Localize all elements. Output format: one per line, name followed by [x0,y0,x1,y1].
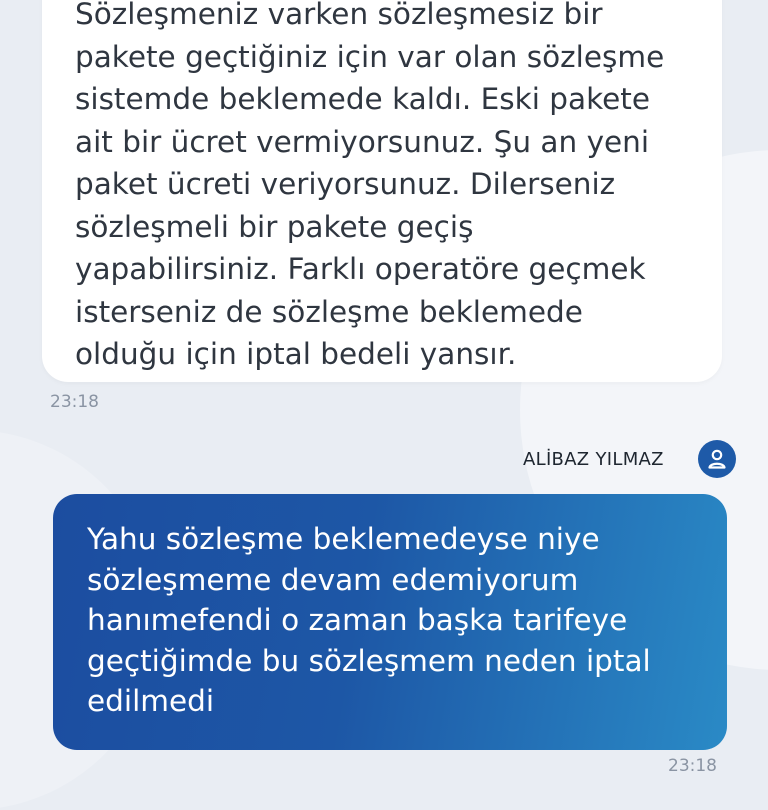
agent-message-text: Sözleşmeniz varken sözleşmesiz bir pakete geçtiğiniz için var olan sözleşme sistemde beklemede kaldı. Eski pakete ait bir ücret vermiyorsunuz. Şu an yeni paket ücreti veriyorsunuz. Dilerseniz sözleşmeli bir pakete geçiş yapabilirsiniz. Farklı operatöre geçmek isterseniz de sözleşme beklemede olduğu için iptal bedeli yansır. [75,0,665,371]
user-message-text: Yahu sözleşme beklemedeyse niye sözleşmeme devam edemiyorum hanımefendi o zaman başka tarifeye geçtiğimde bu sözleşmem neden iptal edilmedi [87,522,651,718]
user-sender-name: ALİBAZ YILMAZ [523,449,664,470]
agent-message-bubble [42,0,722,382]
user-message-bubble [53,494,727,750]
user-message-timestamp: 23:18 [668,756,717,776]
user-icon [698,440,736,478]
agent-message-timestamp: 23:18 [50,392,99,412]
